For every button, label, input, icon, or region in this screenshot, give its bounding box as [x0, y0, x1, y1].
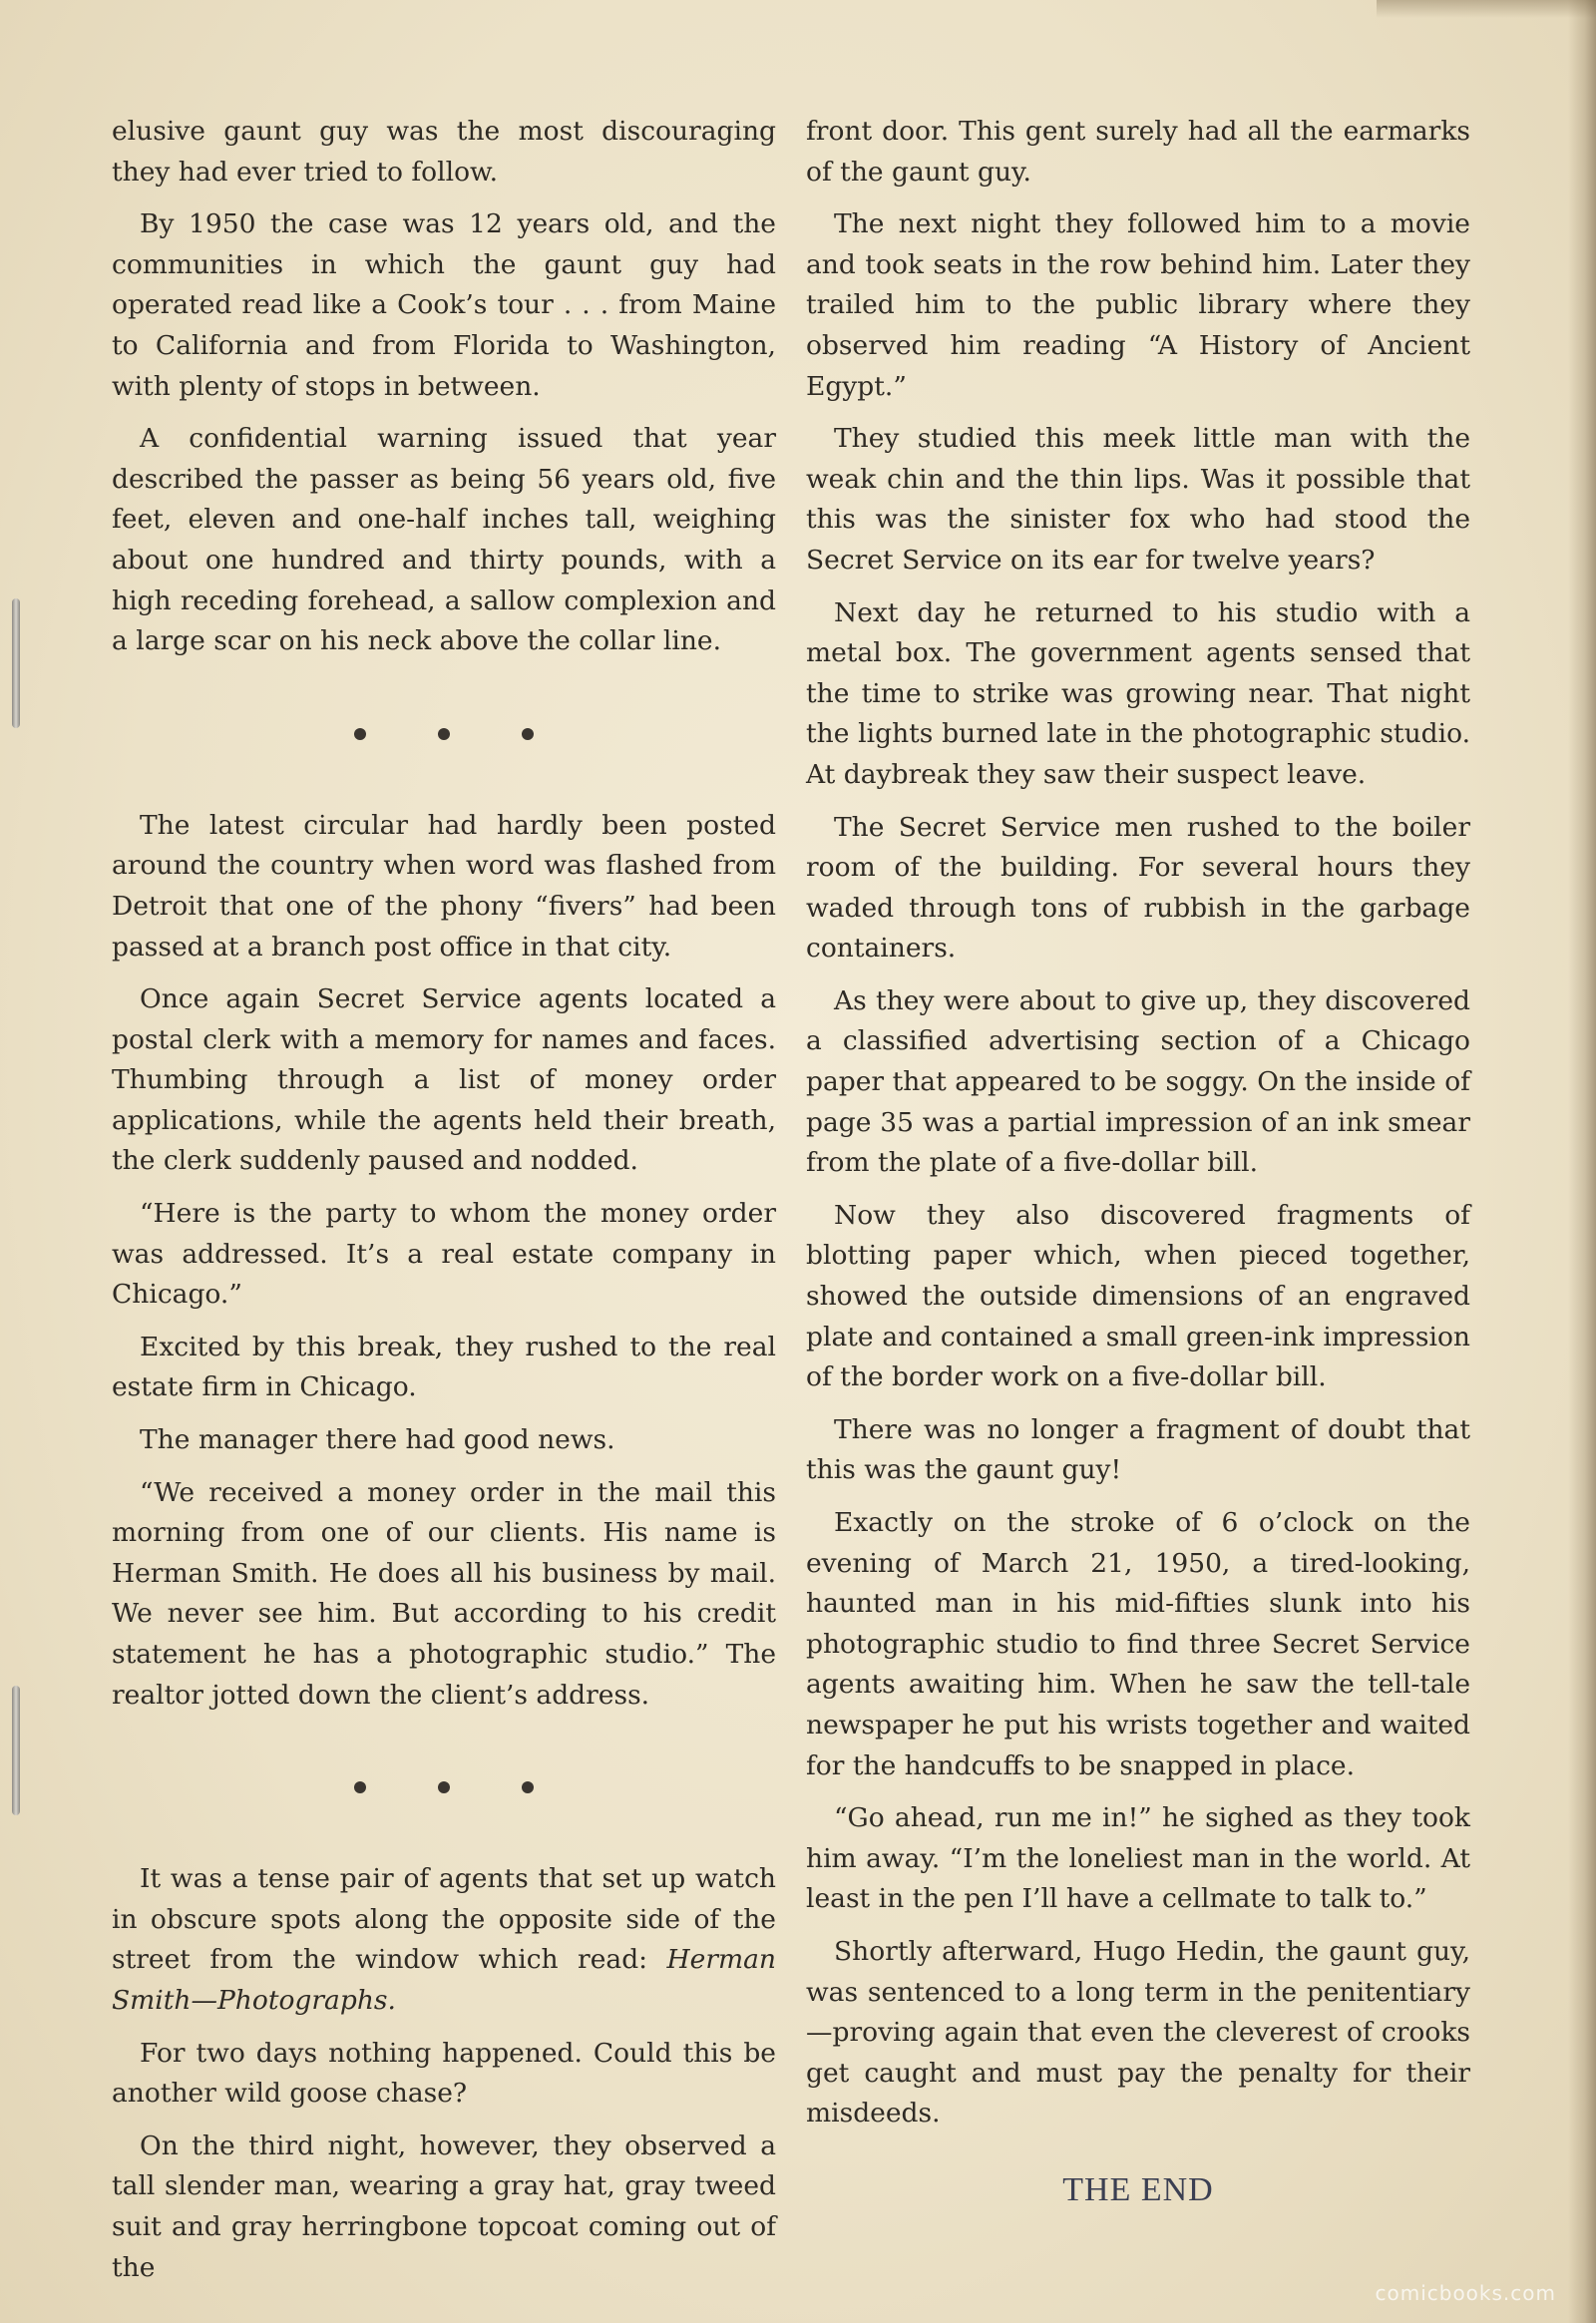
left-column	[112, 112, 776, 2300]
paragraph: By 1950 the case was 12 years old, and the communities in which the gaunt guy had operated read like a Cook’s tour . . . from Maine to California and from Florida to Washington, with plenty of stops in between.	[112, 208, 776, 402]
paragraph: For two days nothing happened. Could this be another wild goose chase?	[112, 2037, 776, 2110]
paragraph: “Here is the party to whom the money order was addressed. It’s a real estate company in Chicago.”	[112, 1198, 776, 1311]
section-break-dot	[438, 1781, 450, 1793]
paragraph: As they were about to give up, they discovered a classified advertising section of a Chicago paper that appeared to be soggy. On the inside of page 35 was a partial impression of an ink smear from the plate of a five-dollar bill.	[806, 984, 1470, 1179]
paragraph: Now they also discovered fragments of blotting paper which, when pieced together, showed the outside dimensions of an engraved plate and contained a small green-ink impression of the border work on a five-dollar bill.	[806, 1199, 1470, 1393]
paragraph: Excited by this break, they rushed to the real estate firm in Chicago.	[112, 1331, 776, 1403]
paragraph: Next day he returned to his studio with a metal box. The government agents sensed that the time to strike was growing near. That night the lights burned late in the photographic studio. At daybreak they saw their suspect leave.	[806, 596, 1470, 790]
section-break-dot	[354, 1781, 366, 1793]
the-end-label: THE END	[1062, 2170, 1214, 2208]
paragraph: The next night they followed him to a movie and took seats in the row behind him. Later they trailed him to the public library where they observed him reading “A History of Ancient Egypt.”	[806, 208, 1470, 402]
paragraph-text: It was a tense pair of agents that set up watch in obscure spots along the opposite side of the street from the window which read:	[112, 1863, 776, 1976]
paragraph	[112, 1859, 776, 2021]
paragraph: front door. This gent surely had all the earmarks of the gaunt guy.	[806, 116, 1470, 188]
right-column	[806, 112, 1470, 2211]
paragraph: There was no longer a fragment of doubt that this was the gaunt guy!	[806, 1413, 1470, 1486]
section-break-dot	[522, 728, 534, 740]
paragraph: On the third night, however, they observed a tall slender man, wearing a gray hat, gray tweed suit and gray herringbone topcoat coming out of the	[112, 2129, 776, 2283]
section-break	[112, 674, 776, 794]
section-break	[112, 1728, 776, 1847]
section-break-dot	[438, 728, 450, 740]
paragraph: They studied this meek little man with the weak chin and the thin lips. Was it possible that this was the sinister fox who had stood the Secret Service on its ear for twelve years?	[806, 423, 1470, 576]
page-edge-shadow	[1568, 0, 1596, 2323]
paragraph: “Go ahead, run me in!” he sighed as they took him away. “I’m the loneliest man in the world. At least in the pen I’ll have a cellmate to talk to.”	[806, 1802, 1470, 1915]
staple-bottom	[12, 1686, 20, 1815]
paragraph: Once again Secret Service agents located a postal clerk with a memory for names and faces. Thumbing through a list of money order applications, while the agents held their breath, the clerk suddenly paused and nodded.	[112, 983, 776, 1177]
studio-sign-text: Herman Smith—Photographs.	[112, 1944, 776, 2016]
paragraph: The manager there had good news.	[140, 1424, 615, 1456]
paragraph: Exactly on the stroke of 6 o’clock on the evening of March 21, 1950, a tired-looking, haunted man in his mid-fifties slunk into his photographic studio to find three Secret Service agents awaiting him. When he saw the tell-tale newspaper he put his wrists together and waited for the handcuffs to be snapped in place.	[806, 1507, 1470, 1781]
page-corner-shadow	[1377, 0, 1596, 18]
paragraph: A confidential warning issued that year described the passer as being 56 years old, five feet, eleven and one-half inches tall, weighing about one hundred and thirty pounds, with a high receding forehead, a sallow complexion and a large scar on his neck above the collar line.	[112, 423, 776, 657]
paragraph: The Secret Service men rushed to the boiler room of the building. For several hours they waded through tons of rubbish in the garbage containers.	[806, 811, 1470, 965]
section-break-dot	[354, 728, 366, 740]
staple-top	[12, 598, 20, 728]
paragraph: The latest circular had hardly been posted around the country when word was flashed from Detroit that one of the phony “fivers” had been passed at a branch post office in that city.	[112, 809, 776, 963]
paragraph: “We received a money order in the mail this morning from one of our clients. His name is Herman Smith. He does all his business by mail. We never see him. But according to his credit statement he has a photographic studio.” The realtor jotted down the client’s address.	[112, 1476, 776, 1711]
site-watermark: comicbooks.com	[1375, 2281, 1556, 2305]
section-break-dot	[522, 1781, 534, 1793]
paragraph: Shortly afterward, Hugo Hedin, the gaunt guy, was sentenced to a long term in the penitentiary—proving again that even the cleverest of crooks get caught and must pay the penalty for their misdeeds.	[806, 1935, 1470, 2129]
paragraph: elusive gaunt guy was the most discouraging they had ever tried to follow.	[112, 116, 776, 188]
